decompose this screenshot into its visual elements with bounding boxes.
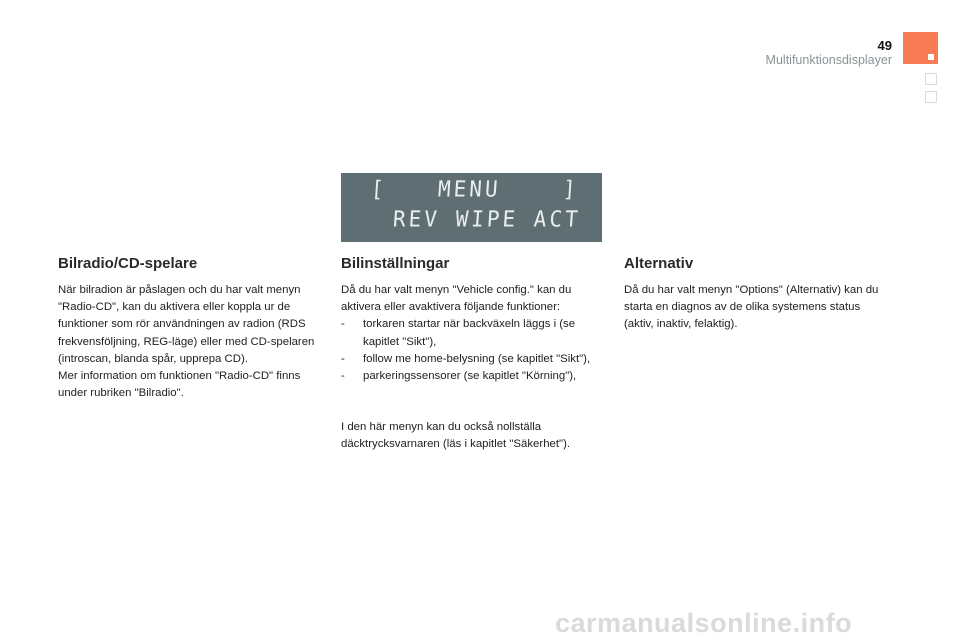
lcd-bracket-left: [: [370, 176, 388, 202]
paragraph: Då du har valt menyn "Options" (Alternativ) kan du starta en diagnos av de olika systemens status (aktiv, inaktiv, felaktig).: [624, 284, 879, 331]
intro: Då du har valt menyn "Vehicle config." kan du aktivera eller avaktivera följande funktioner:: [341, 284, 572, 314]
watermark: carmanualsonline.info: [555, 608, 853, 638]
column-vehicle-settings: [341, 255, 597, 454]
chapter-marker: [925, 73, 937, 85]
page-number: 49: [877, 38, 892, 53]
lcd-display-image: [341, 173, 602, 242]
lcd-line2-text: REV WIPE ACT: [392, 206, 582, 232]
column-radio: [58, 255, 320, 402]
paragraph: När bilradion är påslagen och du har valt menyn "Radio-CD", kan du aktivera eller koppla ur de funktioner som rör användningen av radion (RDS frekvensföljning, REG-läge) eller med CD-spelaren (introscan, blanda spår, upprepa CD).: [58, 284, 315, 365]
list-item: - follow me home-belysning (se kapitlet "Sikt"),: [341, 352, 591, 365]
column-options: [624, 255, 886, 334]
heading-options: Alternativ: [624, 255, 694, 272]
paragraph: Mer information om funktionen "Radio-CD" finns under rubriken "Bilradio".: [58, 370, 301, 400]
lcd-bracket-right: ]: [562, 176, 580, 202]
heading-vehicle-settings: Bilinställningar: [341, 255, 450, 272]
chapter-tab: [903, 32, 938, 64]
lcd-menu-text: MENU: [437, 176, 502, 202]
chapter-marker: [925, 91, 937, 103]
list-item: - parkeringssensorer (se kapitlet "Körning"),: [341, 370, 577, 383]
section-title: Multifunktionsdisplayer: [765, 53, 892, 67]
heading-radio: Bilradio/CD-spelare: [58, 255, 198, 272]
outro: I den här menyn kan du också nollställa däcktrycksvarnaren (läs i kapitlet "Säkerhet").: [341, 421, 571, 451]
list-item: - torkaren startar när backväxeln läggs i (se kapitlet "Sikt"),: [341, 318, 576, 348]
